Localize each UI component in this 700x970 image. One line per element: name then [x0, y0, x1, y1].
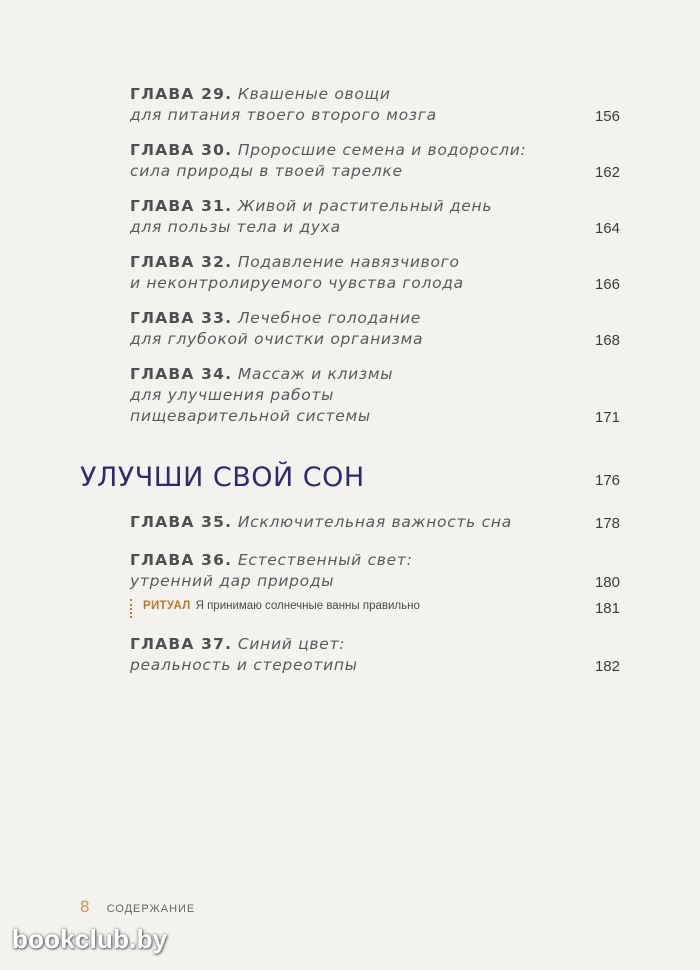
chapter-title-line: для глубокой очистки организма	[130, 330, 424, 348]
toc-page-number: 162	[594, 164, 620, 181]
chapter-title-line: пищеварительной системы	[130, 407, 371, 425]
toc-entry-line	[130, 655, 620, 676]
toc-entry-line	[130, 252, 620, 273]
chapter-title-line: для пользы тела и духа	[130, 218, 341, 236]
ritual-page-number: 181	[594, 600, 620, 617]
toc-entry-line	[130, 273, 620, 294]
ritual-entry	[130, 598, 620, 620]
chapter-label: ГЛАВА 32.	[130, 253, 233, 271]
page-footer	[80, 897, 195, 917]
toc-page-number: 166	[594, 276, 620, 293]
toc-entry-chapter-37	[130, 634, 620, 676]
ritual-label: РИТУАЛ	[143, 600, 191, 612]
chapter-title-line: для питания твоего второго мозга	[130, 106, 437, 124]
toc-entry-line	[130, 217, 620, 238]
chapter-label: ГЛАВА 34.	[130, 365, 233, 383]
toc-entry-line	[130, 329, 620, 350]
chapter-title-line: утренний дар природы	[130, 572, 335, 590]
section-heading	[80, 462, 620, 502]
chapter-title-line: Лечебное голодание	[237, 309, 421, 327]
chapter-label: ГЛАВА 35.	[130, 513, 233, 531]
toc-entry-chapter-33	[130, 308, 620, 350]
toc-entry-line	[130, 308, 620, 329]
footer-page-number: 8	[80, 897, 90, 916]
toc-entry-line	[130, 385, 620, 406]
toc-entry-line	[130, 196, 620, 217]
chapter-title-line: Естественный свет:	[237, 551, 413, 569]
chapter-title-line: Массаж и клизмы	[237, 365, 394, 383]
toc-entry-chapter-35	[130, 512, 620, 533]
toc-page-number: 171	[594, 409, 620, 426]
toc-entry-line	[130, 84, 620, 105]
toc-page-number: 168	[594, 332, 620, 349]
toc-page-number: 164	[594, 220, 620, 237]
ritual-title: Я принимаю солнечные ванны правильно	[195, 600, 420, 612]
chapter-label: ГЛАВА 33.	[130, 309, 233, 327]
toc-entry-chapter-29	[130, 84, 620, 126]
chapter-title-line: Исключительная важность сна	[237, 513, 512, 531]
toc-entry-chapter-30	[130, 140, 620, 182]
chapter-title-line: Квашеные овощи	[237, 85, 391, 103]
footer-label: СОДЕРЖАНИЕ	[106, 903, 196, 915]
chapter-title-line: и неконтролируемого чувства голода	[130, 274, 464, 292]
section-page-number: 176	[594, 472, 620, 489]
chapter-title-line: для улучшения работы	[130, 386, 335, 404]
toc-entry-chapter-31	[130, 196, 620, 238]
chapter-label: ГЛАВА 36.	[130, 551, 233, 569]
chapter-title-line: Живой и растительный день	[237, 197, 493, 215]
chapter-label: ГЛАВА 31.	[130, 197, 233, 215]
toc-entry-line	[130, 512, 620, 533]
chapter-label: ГЛАВА 37.	[130, 635, 233, 653]
chapter-title-line: реальность и стереотипы	[130, 656, 358, 674]
toc-entry-chapter-32	[130, 252, 620, 294]
toc-entry-line	[130, 161, 620, 182]
toc-page-number: 156	[594, 108, 620, 125]
toc-entry-line	[130, 550, 620, 571]
section-title: УЛУЧШИ СВОЙ СОН	[80, 462, 365, 493]
toc-page-number: 180	[594, 574, 620, 591]
chapter-label: ГЛАВА 29.	[130, 85, 233, 103]
chapter-label: ГЛАВА 30.	[130, 141, 233, 159]
ritual-text	[143, 600, 420, 612]
toc-entry-chapter-36	[130, 550, 620, 592]
toc-entry-line	[130, 364, 620, 385]
watermark-logo: bookclub.by	[12, 924, 168, 954]
toc-page-number: 178	[594, 515, 620, 532]
toc-entry-line	[130, 406, 620, 427]
toc-page-number: 182	[594, 658, 620, 675]
chapter-title-line: Синий цвет:	[237, 635, 346, 653]
ritual-dotted-marker	[130, 599, 132, 618]
chapter-title-line: сила природы в твоей тарелке	[130, 162, 403, 180]
toc-entry-line	[130, 571, 620, 592]
toc-entry-line	[130, 634, 620, 655]
chapter-title-line: Подавление навязчивого	[237, 253, 460, 271]
toc-entry-chapter-34	[130, 364, 620, 427]
chapter-title-line: Проросшие семена и водоросли:	[237, 141, 527, 159]
toc-entry-line	[130, 140, 620, 161]
toc-entry-line	[130, 105, 620, 126]
